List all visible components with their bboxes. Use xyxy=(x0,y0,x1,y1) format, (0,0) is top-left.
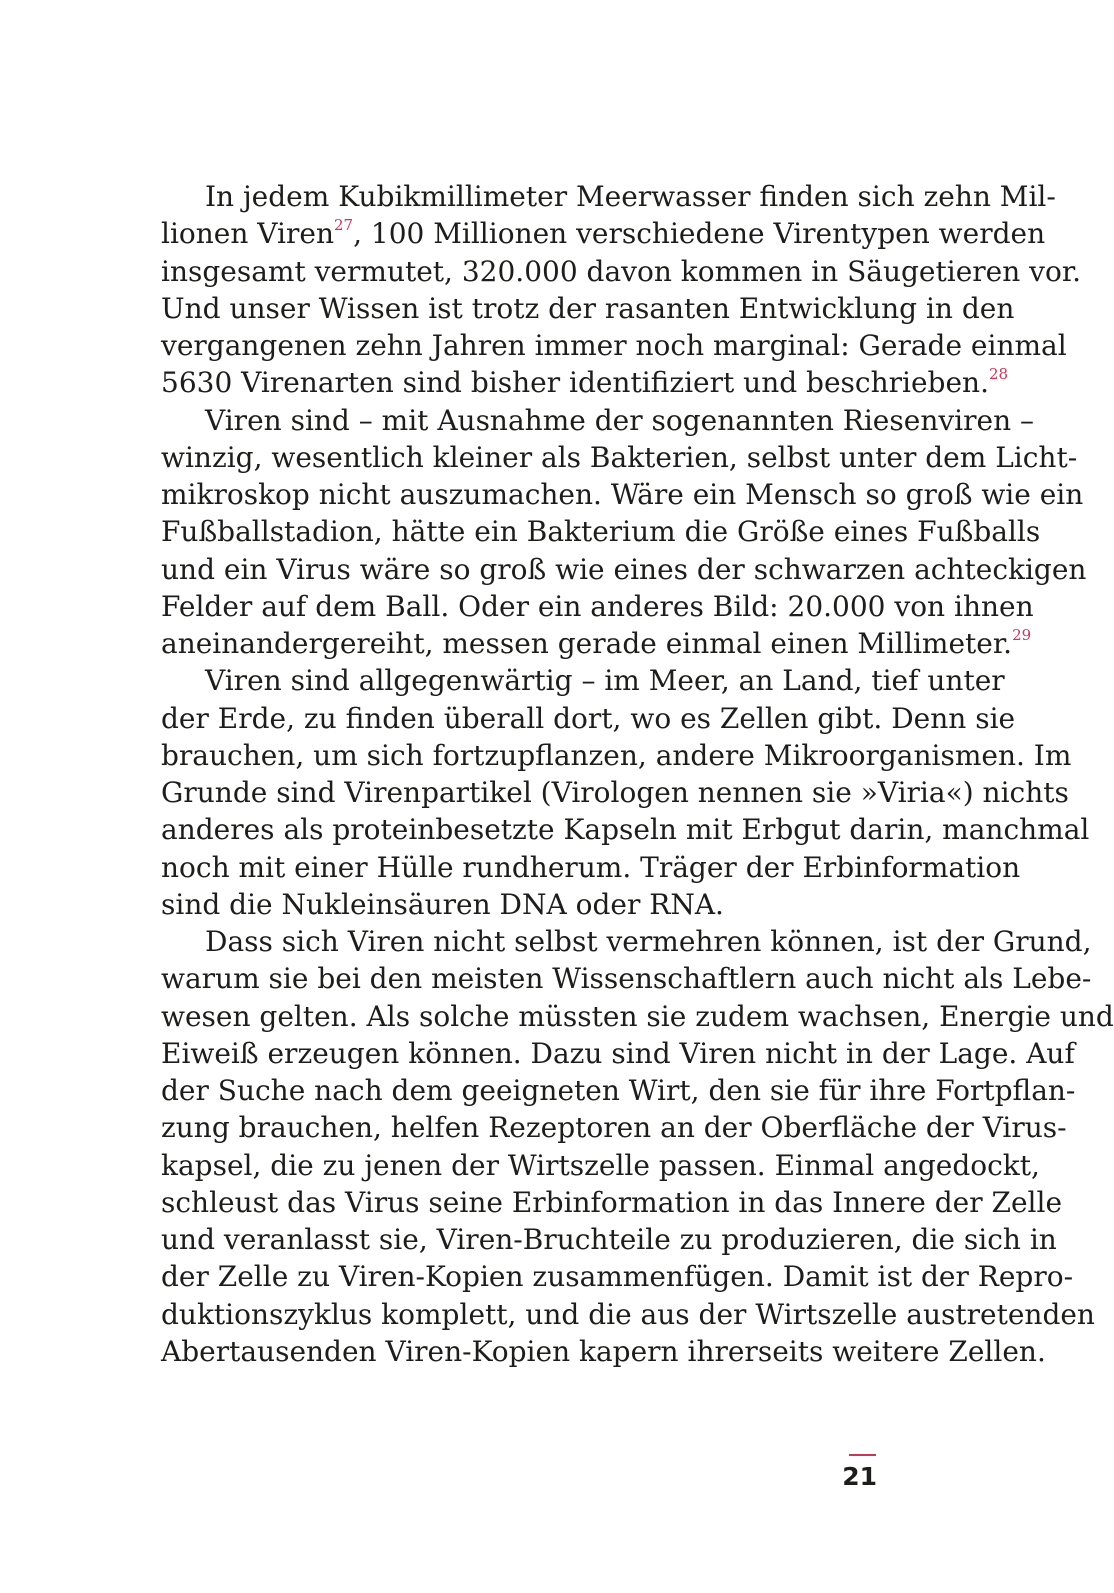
text-line xyxy=(161,1296,1095,1333)
text-line xyxy=(161,476,1084,513)
text-line xyxy=(161,1258,1074,1295)
line-text: Eiweiß erzeugen können. Dazu sind Viren nicht in der Lage. Auf xyxy=(161,1037,1075,1070)
line-text: In jedem Kubikmillimeter Meerwasser finden sich zehn Mil- xyxy=(205,180,1056,213)
text-line xyxy=(161,625,1032,662)
text-line xyxy=(205,923,1092,960)
text-line xyxy=(161,327,1067,364)
text-line xyxy=(161,998,1114,1035)
line-text: warum sie bei den meisten Wissenschaftlern auch nicht als Lebe- xyxy=(161,962,1092,995)
line-text: Viren sind – mit Ausnahme der sogenannten Riesenviren – xyxy=(205,404,1035,437)
text-line xyxy=(161,513,1041,550)
text-line xyxy=(161,1184,1063,1221)
line-text: Fußballstadion, hätte ein Bakterium die Größe eines Fußballs xyxy=(161,515,1041,548)
line-text: noch mit einer Hülle rundherum. Träger der Erbinformation xyxy=(161,851,1021,884)
line-text: und ein Virus wäre so groß wie eines der schwarzen achteckigen xyxy=(161,553,1087,586)
text-line xyxy=(161,811,1090,848)
footnote-reference[interactable]: 27 xyxy=(333,216,354,234)
line-text: aneinandergereiht, messen gerade einmal einen Millimeter. xyxy=(161,627,1013,660)
text-line xyxy=(161,439,1078,476)
footnote-reference[interactable]: 29 xyxy=(1012,626,1032,644)
page-number: 21 xyxy=(842,1462,877,1491)
line-text: Felder auf dem Ball. Oder ein anderes Bild: 20.000 von ihnen xyxy=(161,590,1034,623)
line-text: anderes als proteinbesetzte Kapseln mit Erbgut darin, manchmal xyxy=(161,813,1090,846)
text-line xyxy=(161,551,1087,588)
line-text: kapsel, die zu jenen der Wirtszelle passen. Einmal angedockt, xyxy=(161,1149,1040,1182)
text-line xyxy=(161,588,1034,625)
text-line xyxy=(161,1333,1046,1370)
text-line xyxy=(161,1221,1057,1258)
text-line xyxy=(161,1035,1075,1072)
text-line xyxy=(205,402,1035,439)
line-text: schleust das Virus seine Erbinformation in das Innere der Zelle xyxy=(161,1186,1063,1219)
line-text: zung brauchen, helfen Rezeptoren an der Oberfläche der Virus- xyxy=(161,1111,1067,1144)
line-text: der Suche nach dem geeigneten Wirt, den sie für ihre Fortpflan- xyxy=(161,1074,1076,1107)
line-text: Abertausenden Viren-Kopien kapern ihrerseits weitere Zellen. xyxy=(161,1335,1046,1368)
line-text: mikroskop nicht auszumachen. Wäre ein Mensch so groß wie ein xyxy=(161,478,1084,511)
line-text: wesen gelten. Als solche müssten sie zudem wachsen, Energie und xyxy=(161,1000,1114,1033)
text-line xyxy=(205,662,1005,699)
line-text: Viren sind allgegenwärtig – im Meer, an Land, tief unter xyxy=(205,664,1005,697)
line-text: winzig, wesentlich kleiner als Bakterien, selbst unter dem Licht- xyxy=(161,441,1078,474)
text-line xyxy=(161,886,877,923)
line-text: Dass sich Viren nicht selbst vermehren können, ist der Grund, xyxy=(205,925,1092,958)
line-text: duktionszyklus komplett, und die aus der Wirtszelle austretenden xyxy=(161,1298,1095,1331)
text-line xyxy=(161,737,1072,774)
text-line xyxy=(161,1147,1040,1184)
footnote-reference[interactable]: 28 xyxy=(988,365,1009,383)
text-line xyxy=(205,178,1056,215)
line-text: sind die Nukleinsäuren DNA oder RNA. xyxy=(161,888,724,921)
line-text: 5630 Virenarten sind bisher identifiziert und beschrieben. xyxy=(161,366,989,399)
text-line xyxy=(161,253,1082,290)
line-text: Und unser Wissen ist trotz der rasanten Entwicklung in den xyxy=(161,292,1015,325)
text-line xyxy=(161,364,1009,401)
text-line xyxy=(161,290,1015,327)
line-text: brauchen, um sich fortzupflanzen, andere Mikroorganismen. Im xyxy=(161,739,1072,772)
line-text: und veranlasst sie, Viren-Bruchteile zu produzieren, die sich in xyxy=(161,1223,1057,1256)
line-text: der Erde, zu finden überall dort, wo es Zellen gibt. Denn sie xyxy=(161,702,1016,735)
line-text: Grunde sind Virenpartikel (Virologen nennen sie »Viria«) nichts xyxy=(161,776,1069,809)
text-line xyxy=(161,1109,1067,1146)
line-text: der Zelle zu Viren-Kopien zusammenfügen. Damit ist der Repro- xyxy=(161,1260,1074,1293)
text-line xyxy=(161,700,1016,737)
text-line xyxy=(161,215,1046,252)
text-line xyxy=(161,849,1021,886)
text-line xyxy=(161,1072,1076,1109)
page-number-rule xyxy=(849,1454,876,1456)
text-line xyxy=(161,960,1092,997)
line-text: , 100 Millionen verschiedene Virentypen werden xyxy=(353,217,1046,250)
line-text: lionen Viren xyxy=(161,217,334,250)
text-line xyxy=(161,774,1069,811)
line-text: vergangenen zehn Jahren immer noch marginal: Gerade einmal xyxy=(161,329,1067,362)
line-text: insgesamt vermutet, 320.000 davon kommen in Säugetieren vor. xyxy=(161,255,1082,288)
